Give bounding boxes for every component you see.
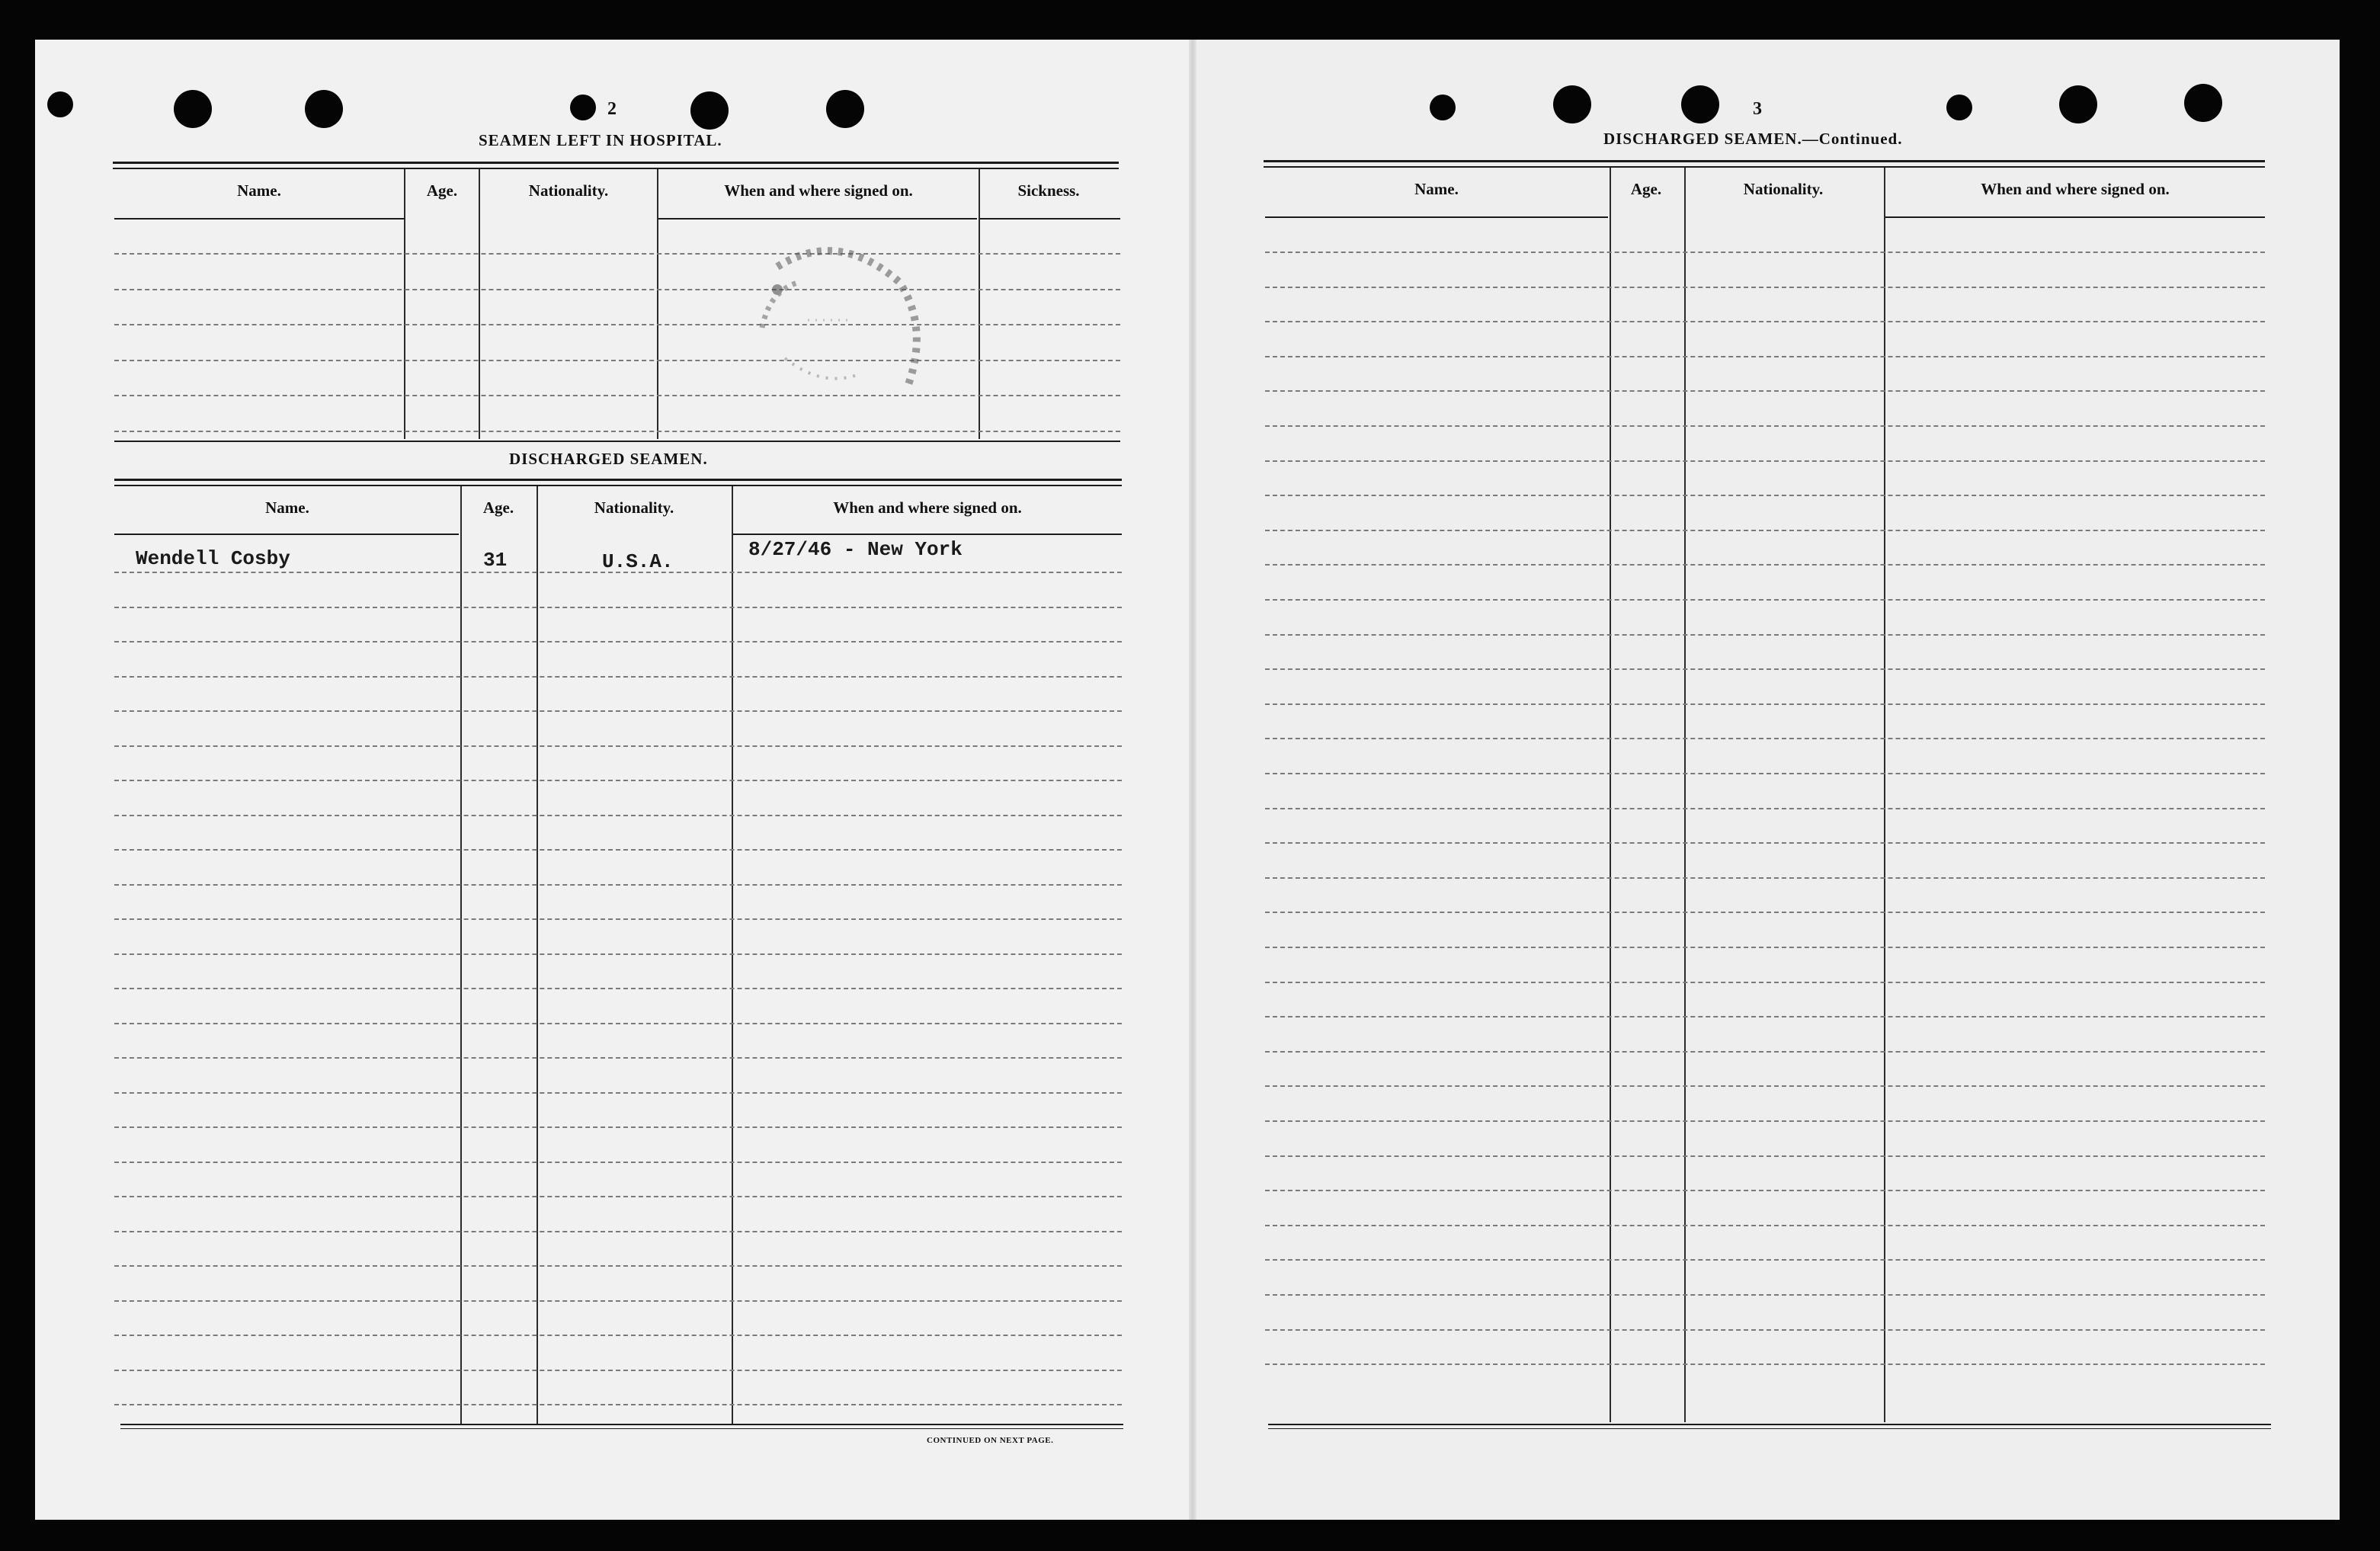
header-underline xyxy=(1884,216,2265,218)
ruled-line xyxy=(114,1300,1122,1302)
binder-hole xyxy=(47,91,73,117)
ruled-line xyxy=(114,1162,1122,1163)
table-top-rule xyxy=(113,168,1119,169)
column-header-age: Age. xyxy=(1630,180,1662,198)
ruled-line xyxy=(1265,1051,2265,1053)
binder-hole xyxy=(826,90,864,128)
column-header-sickness: Sickness. xyxy=(1017,181,1080,200)
ruled-line xyxy=(114,607,1122,608)
continued-note: CONTINUED ON NEXT PAGE. xyxy=(927,1436,1054,1445)
ruled-line xyxy=(1265,634,2265,636)
ruled-line xyxy=(1265,1259,2265,1261)
ruled-line xyxy=(114,710,1122,712)
column-header-age: Age. xyxy=(482,498,514,517)
ruled-line xyxy=(1265,390,2265,392)
column-divider xyxy=(537,486,538,1424)
ruled-line xyxy=(1265,947,2265,948)
ruled-line xyxy=(1265,1120,2265,1122)
ruled-line xyxy=(114,1126,1122,1128)
ruled-line xyxy=(1265,982,2265,983)
ruled-line xyxy=(114,1231,1122,1232)
ruled-line xyxy=(1265,252,2265,253)
ruled-line xyxy=(1265,460,2265,462)
ruled-line xyxy=(1265,738,2265,739)
ruled-line xyxy=(1265,912,2265,913)
ruled-line xyxy=(114,884,1122,886)
column-divider xyxy=(657,169,658,439)
ruled-line xyxy=(1265,321,2265,322)
binder-hole xyxy=(1553,85,1591,123)
column-divider xyxy=(460,486,462,1424)
table-bottom-rule xyxy=(1268,1424,2271,1425)
ruled-line xyxy=(1265,842,2265,844)
column-header-signed-on: When and where signed on. xyxy=(724,181,913,200)
column-divider xyxy=(404,169,405,439)
column-header-signed-on: When and where signed on. xyxy=(1981,180,2170,198)
ruled-line xyxy=(114,253,1120,255)
ruled-line xyxy=(114,1370,1122,1371)
binder-hole xyxy=(305,90,343,128)
entry-nationality: U.S.A. xyxy=(602,550,674,573)
ruled-line xyxy=(1265,668,2265,670)
binder-hole xyxy=(690,91,729,130)
header-underline xyxy=(1265,216,1608,218)
column-header-signed-on: When and where signed on. xyxy=(833,498,1022,517)
ruled-line xyxy=(114,849,1122,851)
table-bottom-rule xyxy=(120,1428,1123,1429)
binder-hole xyxy=(1681,85,1719,123)
ruled-line xyxy=(114,324,1120,325)
ruled-line xyxy=(114,1092,1122,1094)
ruled-line xyxy=(114,360,1120,361)
ruled-line xyxy=(1265,808,2265,809)
table-top-rule xyxy=(114,479,1122,481)
header-underline xyxy=(114,534,459,535)
column-header-name: Name. xyxy=(265,498,309,517)
column-header-age: Age. xyxy=(426,181,458,200)
page-number: 2 xyxy=(607,99,617,119)
hospital-section-title: SEAMEN LEFT IN HOSPITAL. xyxy=(479,131,722,149)
page-number: 3 xyxy=(1753,99,1763,119)
header-underline xyxy=(980,218,1120,220)
ruled-line xyxy=(1265,425,2265,427)
ruled-line xyxy=(1265,599,2265,601)
right-page xyxy=(1193,40,2340,1520)
binder-hole xyxy=(174,90,212,128)
ruled-line xyxy=(1265,287,2265,288)
ruled-line xyxy=(114,918,1122,920)
discharged-continued-title: DISCHARGED SEAMEN.—Continued. xyxy=(1603,130,1903,148)
ruled-line xyxy=(114,780,1122,781)
table-top-rule xyxy=(1264,160,2265,162)
ruled-line xyxy=(114,1265,1122,1267)
binder-hole xyxy=(1946,95,1972,120)
ruled-line xyxy=(114,1335,1122,1336)
ruled-line xyxy=(1265,703,2265,705)
ruled-line xyxy=(1265,877,2265,879)
column-header-nationality: Nationality. xyxy=(1743,180,1824,198)
ruled-line xyxy=(1265,1155,2265,1157)
ruled-line xyxy=(114,395,1120,396)
column-divider xyxy=(979,169,980,439)
stamp-mark xyxy=(732,236,937,427)
column-header-name: Name. xyxy=(1414,180,1459,198)
entry-name: Wendell Cosby xyxy=(136,547,290,570)
ruled-line xyxy=(114,289,1120,290)
column-divider xyxy=(732,486,733,1424)
ruled-line xyxy=(114,1196,1122,1197)
ruled-line xyxy=(114,676,1122,678)
ruled-line xyxy=(1265,773,2265,774)
ruled-line xyxy=(1265,1085,2265,1087)
ruled-line xyxy=(114,641,1122,643)
column-divider xyxy=(479,169,480,439)
column-header-name: Name. xyxy=(237,181,281,200)
header-underline xyxy=(114,218,404,220)
binder-hole xyxy=(2059,85,2097,123)
ruled-line xyxy=(114,953,1122,955)
column-header-nationality: Nationality. xyxy=(594,498,674,517)
ruled-line xyxy=(1265,356,2265,357)
table-top-rule xyxy=(114,485,1122,486)
ruled-line xyxy=(114,1023,1122,1024)
ruled-line xyxy=(1265,1364,2265,1365)
ruled-line xyxy=(1265,530,2265,531)
ruled-line xyxy=(114,988,1122,989)
ruled-line xyxy=(1265,1294,2265,1296)
table-bottom-rule xyxy=(120,1424,1123,1425)
table-bottom-rule xyxy=(114,441,1120,442)
header-underline xyxy=(657,218,977,220)
discharged-section-title: DISCHARGED SEAMEN. xyxy=(509,450,708,468)
binder-hole xyxy=(1430,95,1456,120)
column-header-nationality: Nationality. xyxy=(528,181,609,200)
ruled-line xyxy=(114,431,1120,432)
ruled-line xyxy=(1265,1329,2265,1331)
binder-hole xyxy=(2184,84,2222,122)
table-bottom-rule xyxy=(1268,1428,2271,1429)
ruled-line xyxy=(114,745,1122,747)
entry-age: 31 xyxy=(483,549,508,572)
table-top-rule xyxy=(113,162,1119,164)
header-underline xyxy=(732,534,1122,535)
page-fold xyxy=(1189,40,1196,1520)
entry-signed-on: 8/27/46 - New York xyxy=(748,538,963,561)
ruled-line xyxy=(1265,1016,2265,1017)
ruled-line xyxy=(1265,564,2265,566)
ruled-line xyxy=(1265,1225,2265,1226)
ruled-line xyxy=(114,815,1122,816)
ruled-line xyxy=(1265,1190,2265,1191)
ruled-line xyxy=(1265,495,2265,496)
binder-hole xyxy=(570,95,596,120)
ruled-line xyxy=(114,1057,1122,1059)
table-top-rule xyxy=(1264,166,2265,168)
ruled-line xyxy=(114,1404,1122,1405)
